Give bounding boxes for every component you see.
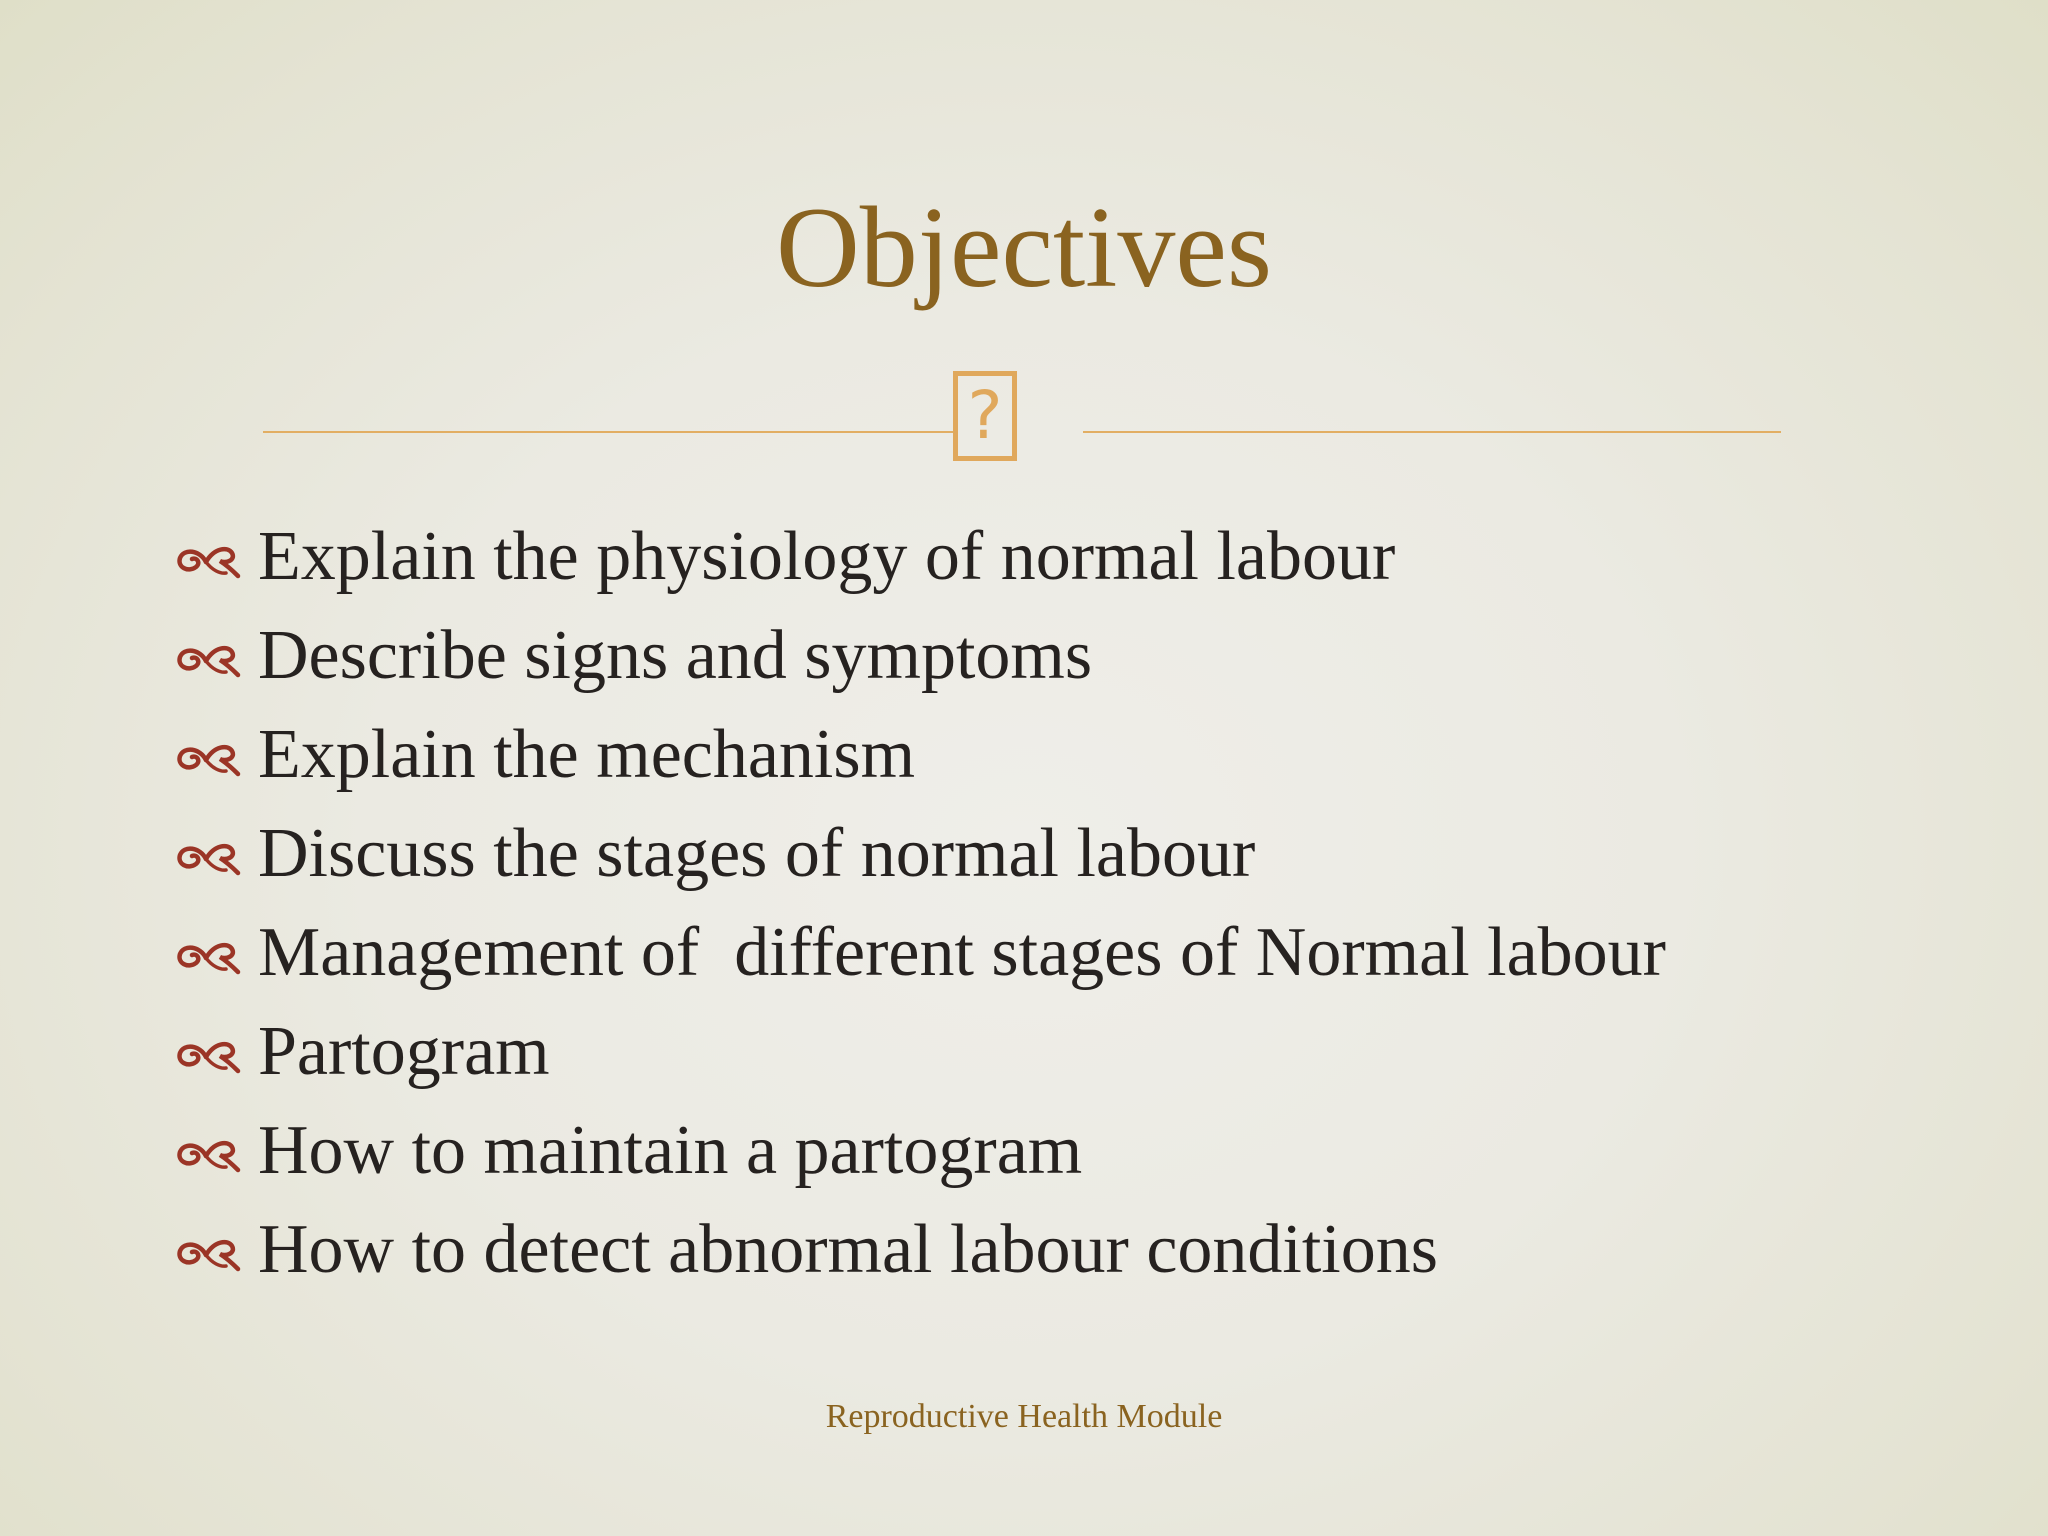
title-divider-right [1083,431,1781,433]
list-item-text: Discuss the stages of normal labour [258,814,1256,892]
list-item [176,606,1666,705]
list-item [176,507,1666,606]
slide-title: Objectives [775,184,1273,312]
fleuron-bullet-icon [176,633,258,679]
list-item [176,804,1666,903]
objectives-list [176,507,1666,1299]
fleuron-bullet-icon [176,930,258,976]
fleuron-bullet-icon [176,534,258,580]
list-item-text: Explain the physiology of normal labour [258,517,1396,595]
title-divider-left [263,431,953,433]
footer-text: Reproductive Health Module [825,1398,1223,1435]
list-item-text: Management of different stages of Normal labour [258,913,1666,991]
list-item-text: Explain the mechanism [258,715,916,793]
list-item [176,1101,1666,1200]
list-item [176,903,1666,1002]
fleuron-bullet-icon [176,831,258,877]
fleuron-bullet-icon [176,732,258,778]
fleuron-bullet-icon [176,1128,258,1174]
list-item-text: How to maintain a partogram [258,1111,1083,1189]
fleuron-bullet-icon [176,1227,258,1273]
list-item [176,1200,1666,1299]
fleuron-bullet-icon [176,1029,258,1075]
list-item [176,1002,1666,1101]
list-item-text: How to detect abnormal labour conditions [258,1210,1438,1288]
list-item-text: Partogram [258,1012,550,1090]
question-box-icon: ? [953,371,1017,461]
list-item-text: Describe signs and symptoms [258,616,1093,694]
list-item [176,705,1666,804]
